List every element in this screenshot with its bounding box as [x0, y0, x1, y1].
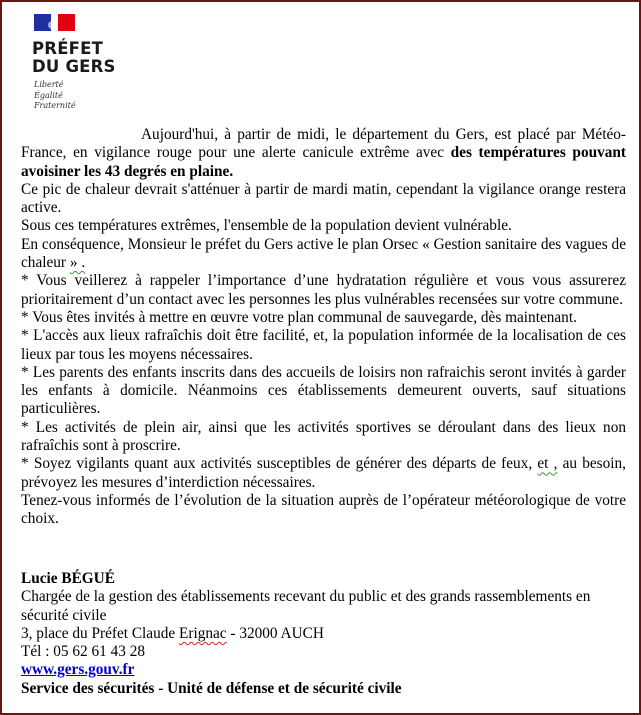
bullet-cool-places: * L'accès aux lieux rafraîchis doit être facilité, et, la population informée de la localisation de ces lieux par tous les moyens nécessaires.: [21, 327, 626, 363]
motto-egalite: Égalité: [34, 90, 63, 100]
orsec-text: En conséquence, Monsieur le préfet du Gers active le plan Orsec « Gestion sanitaire des vagues de chaleur: [21, 235, 626, 272]
signature-phone: Tél : 05 62 61 43 28: [21, 643, 146, 661]
address-street-name: Erignac: [179, 624, 227, 642]
signature-address: [21, 625, 626, 643]
address-c: - 32000 AUCH: [226, 624, 324, 642]
paragraph-closing: Tenez-vous informés de l’évolution de la situation auprès de l’opérateur météorologique de votre choix.: [21, 491, 626, 528]
address-a: 3, place du Préfet Claude: [21, 624, 180, 642]
motto-fraternite: Fraternité: [34, 101, 76, 110]
paragraph-alert: [21, 126, 626, 181]
orsec-close-quote: » .: [69, 254, 86, 272]
flag-red-block: [58, 14, 75, 31]
bullet-hydration: * Vous veillerez à rappeler l’importance d’une hydratation régulière et vous vous assurerez prioritairement d’un contact avec les personnes les plus vulnérables recensées sur votre commune.: [21, 272, 626, 308]
signature-role: Chargée de la gestion des établissements recevant du public et des grands rassemblements en sécurité civile: [21, 588, 591, 624]
signature-service: Service des sécurités - Unité de défense et de sécurité civile: [21, 679, 402, 697]
website-link[interactable]: www.gers.gouv.fr: [21, 661, 135, 679]
marianne-flag-icon: [34, 14, 80, 36]
signature-block: [21, 570, 626, 698]
signature-website-line: [21, 661, 626, 679]
alert-temperature: des températures pouvant avoisiner les 43 degrés en plaine.: [21, 144, 626, 180]
message-body: [21, 126, 626, 529]
logo-motto: [34, 80, 76, 112]
motto-liberte: Liberté: [34, 80, 64, 89]
bullet-fire: [21, 455, 626, 492]
marianne-profile: [48, 21, 56, 29]
paragraph-vulnerable: Sous ces températures extrêmes, l'ensemble de la population devient vulnérable.: [21, 217, 512, 235]
logo-line-1: PRÉFET: [32, 39, 104, 58]
signature-name: Lucie BÉGUÉ: [21, 570, 115, 587]
bullet-outdoor: * Les activités de plein air, ainsi que les activités sportives se déroulant dans des lieux non rafraîchis sont à proscrire.: [21, 418, 626, 455]
fire-text-c: au besoin, prévoyez les mesures d’interdiction nécessaires.: [21, 455, 626, 491]
bullet-children: * Les parents des enfants inscrits dans des accueils de loisirs non rafraichis seront invités à garder les enfants à domicile. Néanmoins ces établissements demeurent ouverts, sauf situations particulières.: [21, 363, 626, 418]
fire-text-a: * Soyez vigilants quant aux activités susceptibles de générer des départs de feux,: [21, 455, 538, 473]
fire-text-flagged: et ,: [537, 455, 558, 473]
paragraph-peak: Ce pic de chaleur devrait s'atténuer à partir de mardi matin, cependant la vigilance orange restera active.: [21, 180, 626, 217]
logo-line-2: DU GERS: [32, 57, 116, 76]
paragraph-orsec: [21, 236, 626, 273]
prefecture-logo: [32, 12, 142, 122]
logo-wordmark: [32, 40, 116, 76]
bullet-safeguard-plan: * Vous êtes invités à mettre en œuvre votre plan communal de sauvegarde, dès maintenant.: [21, 308, 577, 326]
alert-text: Aujourd'hui, à partir de midi, le département du Gers, est placé par Météo-France, en vigilance rouge pour une alerte canicule extrême avec: [21, 126, 626, 162]
